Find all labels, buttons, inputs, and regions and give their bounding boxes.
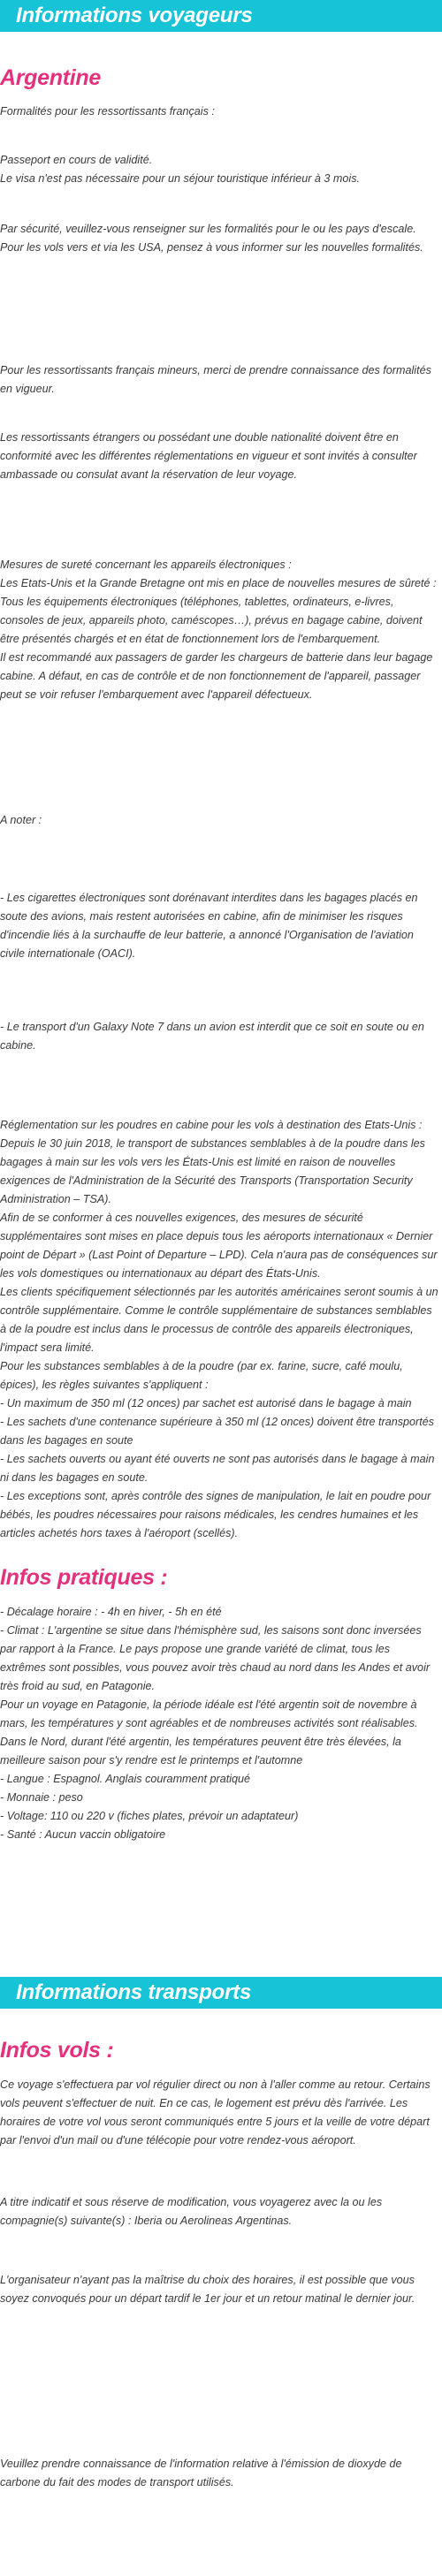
compagnies-text: A titre indicatif et sous réserve de modification, vous voyagerez avec la ou les compagnie(s) suivante(s) : Iberia ou Aerolineas Argentinas. xyxy=(0,2196,383,2227)
country-title: Argentine xyxy=(0,65,101,90)
poudres-reglementation-text: Réglementation sur les poudres en cabine pour les vols à destination des Etats-Unis : Depuis le 30 juin 2018, le transport de substances semblables à de la poudre dans les bagages à main sur les vols vers les États-Unis est limité en raison de nouvelles exigences de l'Administration de la Sécurité des Transports (Transportation Security Administration – TSA). Afin de se conformer à ces nouvelles exigences, des mesures de sécurité supplémentaires sont mises en place depuis tous les aéroports internationaux « Dernier point de Départ » (Last Point of Departure – LPD). Cela n'aura pas de conséquences sur les vols domestiques ou internationaux au départ des États-Unis. Les clients spécifiquement sélectionnés par les autorités américaines seront soumis à un contrôle supplémentaire. Comme le contrôle supplémentaire de substances semblables à de la poudre est inclus dans le processus de contrôle des appareils électroniques, l'impact sera limité. Pour les substances semblables à de la poudre (par ex. farine, sucre, café moulu, épices), les règles suivantes s'appliquent : - Un maximum de 350 ml (12 onces) par sachet est autorisé dans le bagage à main - Les sachets d'une contenance supérieure à 350 ml (12 onces) doivent être transportés dans les bagages en soute - Les sachets ouverts ou ayant été ouverts ne sont pas autorisés dans le bagage à main ni dans les bagages en soute. - Les exceptions sont, après contrôle des signes de manipulation, le lait en poudre pour bébés, les poudres nécessaires pour raisons médicales, les cendres humaines et les articles achetés hors taxes à l'aéroport (scellés). xyxy=(0,1119,438,1539)
infos-vols-title: Infos vols : xyxy=(0,2038,114,2063)
escale-usa-text: Par sécurité, veuillez-vous renseigner sur les formalités pour le ou les pays d'escale. Pour les vols vers et via les USA, pensez à vous informer sur les nouvelles formalités. xyxy=(0,223,423,254)
header-informations-voyageurs: Informations voyageurs xyxy=(0,0,442,32)
cigarettes-text: - Les cigarettes électroniques sont dorénavant interdites dans les bagages placés en soute des avions, mais restent autorisées en cabine, afin de minimiser les risques d'incendie liés à la surchauffe de leur batterie, a annoncé l'Organisation de l'aviation civile internationale (OACI). xyxy=(0,892,418,960)
mineurs-text: Pour les ressortissants français mineurs, merci de prendre connaissance des formalités en vigueur. xyxy=(0,364,431,395)
vol-regulier-text: Ce voyage s'effectuera par vol régulier direct ou non à l'aller comme au retour. Certains vols peuvent s'effectuer de nuit. En ce cas, le logement est prévu dès l'arrivée. Les horaires de votre vol vous seront communiqués entre 5 jours et la veille de votre départ par l'envoi d'un mail ou d'une télécopie pour votre rendez-vous aéroport. xyxy=(0,2078,431,2147)
horaires-text: L'organisateur n'ayant pas la maîtrise du choix des horaires, il est possible que vous soyez convoqués pour un départ tardif le 1er jour et un retour matinal le dernier jour. xyxy=(0,2274,415,2305)
appareils-electroniques-text: Mesures de sureté concernant les appareils électroniques : Les Etats-Unis et la Grande Bretagne ont mis en place de nouvelles mesures de sûreté : Tous les équipements électroniques (téléphones, tablettes, ordinateurs, e-livres, consoles de jeux, appareils photo, caméscopes…), prévus en bagage cabine, doivent être présentés chargés et en état de fonctionnement lors de l'embarquement. Il est recommandé aux passagers de garder les chargeurs de batterie dans leur bagage cabine. A défaut, en cas de contrôle et de non fonctionnement de l'appareil, passager peut se voir refuser l'embarquement avec l'appareil défectueux. xyxy=(0,559,437,701)
formalites-heading: Formalités pour les ressortissants français : xyxy=(0,105,215,118)
co2-text: Veuillez prendre connaissance de l'information relative à l'émission de dioxyde de carbone du fait des modes de transport utilisés. xyxy=(0,2458,402,2489)
infos-pratiques-text: - Décalage horaire : - 4h en hiver, - 5h en été - Climat : L'argentine se situe dans l'hémisphère sud, les saisons sont donc inversées par rapport à la France. Le pays propose une grande variété de climat, tous les extrêmes sont possibles, vous pouvez avoir très chaud au nord dans les Andes et avoir très froid au sud, en Patagonie. Pour un voyage en Patagonie, la période idéale est l'été argentin soit de novembre à mars, les températures y sont agréables et de nombreuses activités sont réalisables. Dans le Nord, durant l'été argentin, les températures peuvent être très élevées, la meilleure saison pour s'y rendre est le printemps et l'automne - Langue : Espagnol. Anglais couramment pratiqué - Monnaie : peso - Voltage: 110 ou 220 v (fiches plates, prévoir un adaptateur) - Santé : Aucun vaccin obligatoire xyxy=(0,1606,431,1841)
header-informations-transports: Informations transports xyxy=(0,1977,442,2009)
a-noter-heading: A noter : xyxy=(0,814,42,826)
galaxy-note-text: - Le transport d'un Galaxy Note 7 dans un avion est interdit que ce soit en soute ou en cabine. xyxy=(0,1021,424,1052)
passport-visa-text: Passeport en cours de validité. Le visa n'est pas nécessaire pour un séjour touristique inférieur à 3 mois. xyxy=(0,154,361,185)
infos-pratiques-title: Infos pratiques : xyxy=(0,1565,168,1590)
etrangers-text: Les ressortissants étrangers ou possédant une double nationalité doivent être en conformité avec les différentes réglementations en vigueur et sont invités à consulter ambassade ou consulat avant la réservation de leur voyage. xyxy=(0,431,417,481)
